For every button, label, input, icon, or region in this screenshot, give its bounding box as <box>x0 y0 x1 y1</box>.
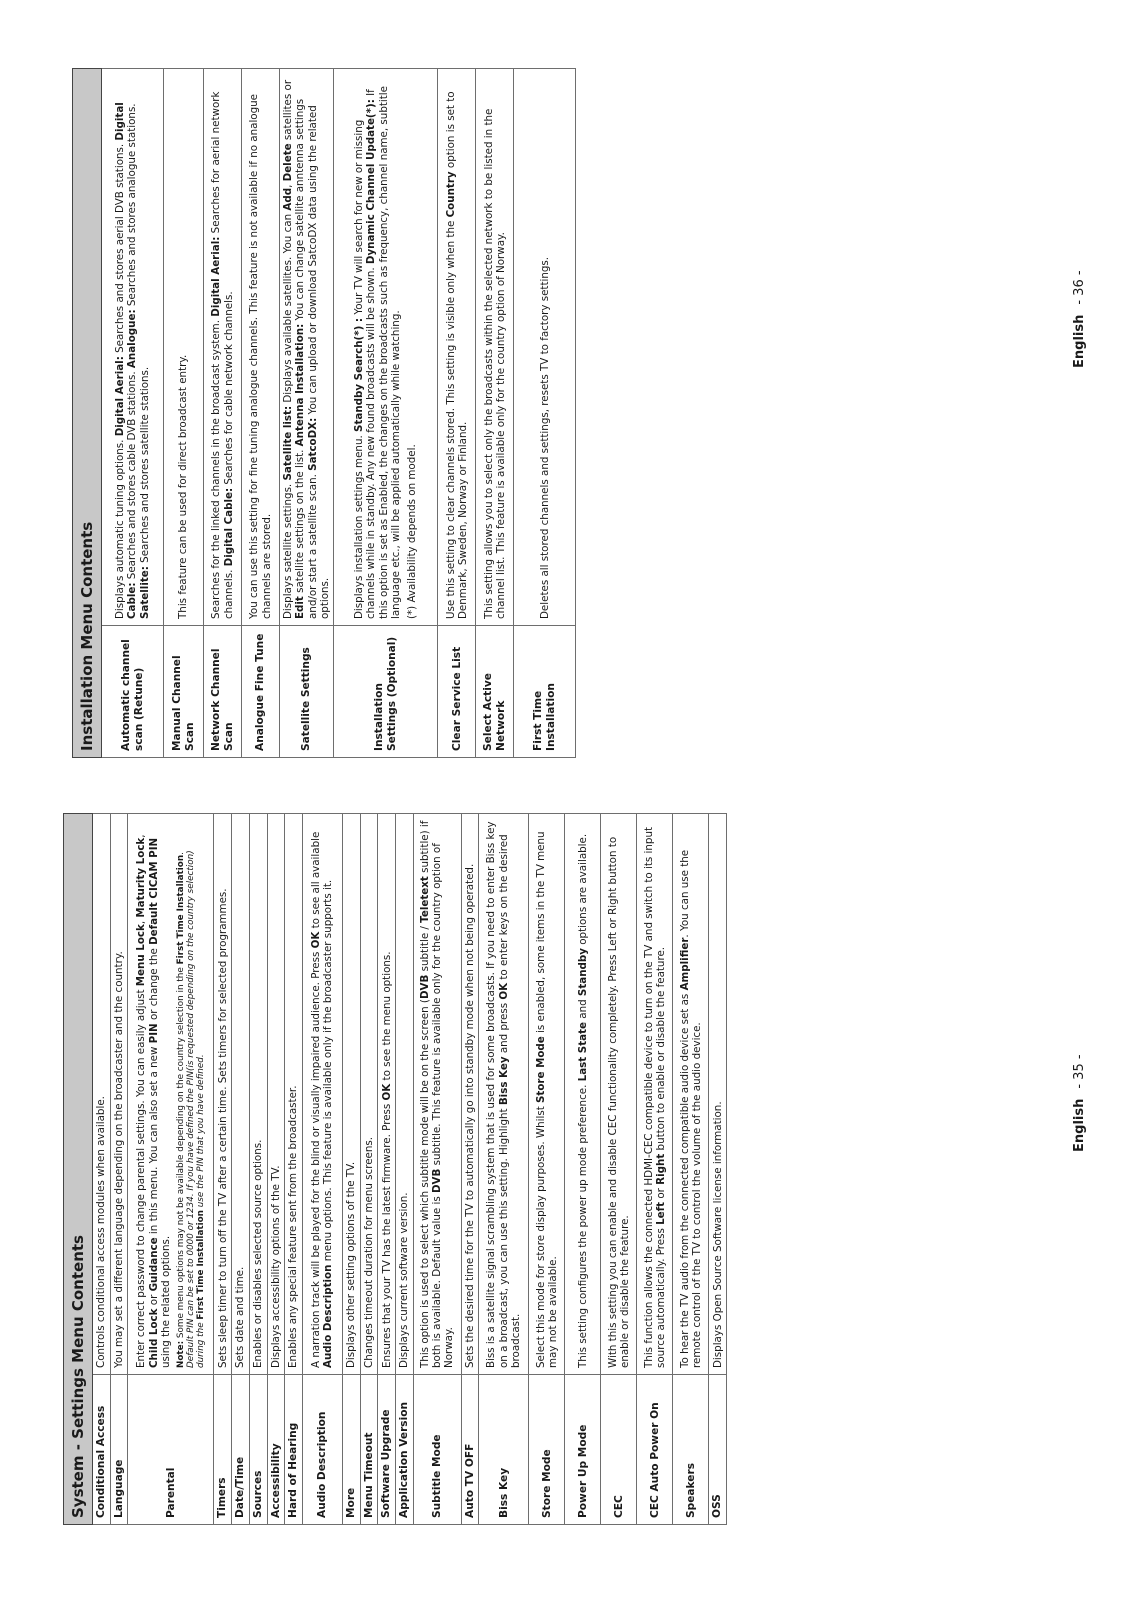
row-desc <box>637 814 673 1375</box>
table-row <box>204 69 242 758</box>
desc-text: , <box>135 834 148 838</box>
table-row <box>709 814 727 1525</box>
desc-text: menu options. This feature is available only if the broadcaster supports it. <box>322 879 335 1265</box>
desc-term: PIN <box>147 1023 160 1044</box>
row-desc: Changes timeout duration for menu screens. <box>360 814 378 1375</box>
desc-term: Menu Lock <box>135 924 148 987</box>
desc-term: Teletext <box>418 876 431 923</box>
row-desc: With this setting you can enable and disable CEC functionality completely. Press Left or Right button to enable or disable the feature. <box>601 814 637 1375</box>
desc-text: and <box>576 996 589 1023</box>
page-footer-left <box>1072 1054 1087 1152</box>
row-label: Biss Key <box>479 1375 529 1525</box>
note-text: Some menu options may not be available depending on the country selection in the <box>176 964 187 1341</box>
desc-term: Digital Cable: <box>113 102 139 619</box>
table-row <box>342 814 360 1525</box>
row-label: Network Channel Scan <box>204 626 242 758</box>
desc-text: Displays installation settings menu. <box>353 431 366 619</box>
desc-term: Delete <box>282 143 294 182</box>
footer-language: English <box>1072 1098 1087 1152</box>
table-row <box>232 814 250 1525</box>
desc-term: Country <box>444 171 457 218</box>
table-row <box>214 814 232 1525</box>
desc-text: Use this setting to clear channels stored. This setting is visible only when the <box>444 217 457 619</box>
table-row <box>128 814 214 1525</box>
desc-text: button to enable or disable the feature. <box>654 946 667 1154</box>
row-label: Installation Settings (Optional) <box>334 626 438 758</box>
desc-text: This function allows the connected HDMI-CEC compatible device to turn on the TV and switch to its input source automatically. Press <box>642 826 667 1368</box>
row-desc: You may set a different language depending on the broadcaster and the country. <box>110 814 128 1375</box>
desc-term: Standby <box>576 948 589 997</box>
row-desc: Enables or disables selected source options. <box>249 814 267 1375</box>
desc-text: subtitle / <box>418 922 431 975</box>
note-italic: Default PIN can be set to 0000 or 1234. If you have defined the PIN(is requested depending on the country selection) during the <box>186 850 207 1368</box>
desc-text: . You can use the remote control of the TV to control the volume of the audio device. <box>678 849 703 1368</box>
table-row <box>413 814 461 1525</box>
row-label: Parental <box>128 1375 214 1525</box>
table-row <box>302 814 342 1525</box>
table-row <box>249 814 267 1525</box>
system-settings-table <box>63 813 727 1525</box>
table-row <box>438 69 476 758</box>
desc-text: To hear the TV audio from the connected compatible audio device set as <box>678 990 691 1368</box>
desc-term: Biss Key <box>497 1056 510 1106</box>
row-desc <box>334 69 438 626</box>
row-label: CEC <box>601 1375 637 1525</box>
desc-text: subtitle. This feature is available only for the country option of Norway. <box>431 843 456 1368</box>
desc-term: Analogue: <box>126 309 139 369</box>
desc-text: Searches and stores analogue stations. <box>126 103 139 310</box>
table-row <box>565 814 601 1525</box>
table-row <box>637 814 673 1525</box>
desc-text: Biss is a satellite signal scrambling system that is used for some broadcasts. If you need to enter Biss key on a broadcast, you can use this setting. Highlight <box>485 821 510 1368</box>
row-label: Satellite Settings <box>280 626 334 758</box>
row-desc: Displays current software version. <box>396 814 414 1375</box>
desc-term: Satellite list: <box>282 405 294 481</box>
desc-term: DVB <box>418 974 431 1000</box>
table-row <box>476 69 514 758</box>
desc-term: Edit <box>294 596 307 619</box>
desc-term: OK <box>497 982 510 1000</box>
row-desc: You can use this setting for fine tuning analogue channels. This feature is not available if no analogue channels are stored. <box>242 69 280 626</box>
desc-term: Default CICAM PIN <box>147 837 160 945</box>
page-number: - 35 - <box>1072 1054 1087 1089</box>
table-row <box>110 814 128 1525</box>
row-desc <box>438 69 476 626</box>
row-label: Timers <box>214 1375 232 1525</box>
table-row <box>673 814 709 1525</box>
desc-term: SatcoDX: <box>306 417 319 471</box>
parental-note <box>176 820 206 1368</box>
installation-table-title: Installation Menu Contents <box>73 69 102 758</box>
table-row <box>164 69 204 758</box>
desc-term: OK <box>380 1083 393 1101</box>
row-label: Manual Channel Scan <box>164 626 204 758</box>
desc-term: Digital Aerial: <box>113 356 126 437</box>
desc-term: OK <box>310 931 323 949</box>
desc-term: Add <box>282 187 294 211</box>
desc-text: Select this mode for store display purposes. Whilst <box>534 1102 547 1368</box>
row-label: Accessibility <box>267 1375 285 1525</box>
row-desc: Displays other setting options of the TV. <box>342 814 360 1375</box>
row-desc <box>479 814 529 1375</box>
row-label: Auto TV OFF <box>461 1375 479 1525</box>
installation-table <box>72 68 576 758</box>
row-desc <box>413 814 461 1375</box>
row-label: Date/Time <box>232 1375 250 1525</box>
desc-text: in this menu. You can also set a new <box>147 1043 160 1238</box>
desc-text: , <box>135 917 148 925</box>
desc-text: This setting configures the power up mode preference. <box>576 1081 589 1368</box>
desc-text: using the related options. <box>159 1235 172 1368</box>
desc-text: Your TV will search for new or missing channels while in standby. Any new found broadcasts will be shown. <box>353 119 378 619</box>
footer-language: English <box>1072 314 1087 368</box>
availability-note: (*) Availability depends on model. <box>406 444 419 619</box>
row-label: Conditional Access <box>93 1375 111 1525</box>
desc-term: Child Lock <box>147 1308 160 1368</box>
page-number: - 36 - <box>1072 270 1087 305</box>
table-row <box>280 69 334 758</box>
desc-text: A narration track will be played for the blind or visually impaired audience. Press <box>310 948 323 1368</box>
row-label: Power Up Mode <box>565 1375 601 1525</box>
row-desc <box>565 814 601 1375</box>
table-row <box>242 69 280 758</box>
desc-term: Maturity Lock <box>135 837 148 918</box>
desc-text: Searches and stores aerial DVB stations. <box>113 140 126 357</box>
desc-text: Searches for the linked channels in the broadcast system. <box>210 316 223 619</box>
row-desc <box>378 814 396 1375</box>
system-table-title: System - Settings Menu Contents <box>64 814 93 1525</box>
desc-term: Satellite: <box>138 566 151 619</box>
desc-text: You can change satellite anntenna settings and/or start a satellite scan. <box>294 98 319 619</box>
desc-text: subtitle) if both is available. Default value is <box>418 820 444 1368</box>
row-desc <box>102 69 164 626</box>
row-desc: Displays accessibility options of the TV. <box>267 814 285 1375</box>
desc-text: satellites or <box>282 79 294 144</box>
desc-text: or <box>654 1184 667 1202</box>
note-text: . <box>176 852 187 855</box>
row-label: Audio Description <box>302 1375 342 1525</box>
table-row <box>529 814 565 1525</box>
row-desc <box>280 69 334 626</box>
row-label: CEC Auto Power On <box>637 1375 673 1525</box>
desc-text: If this option is set as Enabled, the changes on the broadcasts such as frequency, channel name, subtitle language etc., will be applied automatically while watching. <box>365 86 403 619</box>
desc-term: Dynamic Channel Update(*): <box>365 99 378 265</box>
row-label: Speakers <box>673 1375 709 1525</box>
desc-text: Enter correct password to change parental settings. You can easily adjust <box>135 986 148 1368</box>
row-label: Application Version <box>396 1375 414 1525</box>
desc-term: Antenna Installation: <box>294 323 307 447</box>
desc-text: Searches and stores cable DVB stations. <box>126 368 139 583</box>
row-desc <box>529 814 565 1375</box>
desc-text: is enabled, some items in the TV menu may not be available. <box>534 831 559 1368</box>
row-label: Software Upgrade <box>378 1375 396 1525</box>
row-desc <box>302 814 342 1375</box>
row-desc <box>673 814 709 1375</box>
table-row <box>601 814 637 1525</box>
desc-text: Searches and stores satellite stations. <box>138 366 151 567</box>
row-desc: Sets sleep timer to turn off the TV after a certain time. Sets timers for selected programmes. <box>214 814 232 1375</box>
row-label: OSS <box>709 1375 727 1525</box>
table-row <box>267 814 285 1525</box>
desc-term: Guidance <box>147 1237 160 1292</box>
desc-text: options are available. <box>576 833 589 949</box>
row-label: Store Mode <box>529 1375 565 1525</box>
desc-text: This option is used to select which subtitle mode will be on the screen ( <box>418 999 431 1368</box>
desc-text: to see all available <box>310 831 323 932</box>
desc-term: Standby Search(*) : <box>353 317 366 432</box>
desc-term: DVB <box>431 1168 444 1193</box>
table-row <box>285 814 303 1525</box>
desc-text: option is set to Denmark, Sweden, Norway or Finland. <box>444 91 469 619</box>
table-row <box>378 814 396 1525</box>
row-desc: This feature can be used for direct broadcast entry. <box>164 69 204 626</box>
desc-text: You can upload or download SatcoDX data using the related options. <box>306 105 332 619</box>
row-label: More <box>342 1375 360 1525</box>
table-row <box>334 69 438 758</box>
row-desc: Deletes all stored channels and settings, resets TV to factory settings. <box>514 69 576 626</box>
note-term: First Time Installation <box>196 1210 207 1320</box>
row-desc: Sets date and time. <box>232 814 250 1375</box>
desc-text: Displays available satellites. You can <box>282 210 294 406</box>
desc-text: Searches for cable network channels. <box>222 291 235 488</box>
desc-text: to see the menu options. <box>380 951 393 1084</box>
row-label: Sources <box>249 1375 267 1525</box>
row-desc: Displays Open Source Software license information. <box>709 814 727 1375</box>
desc-text: satellite settings on the list. <box>294 446 307 597</box>
row-desc: This setting allows you to select only the broadcasts within the selected network to be listed in the channel list. This feature is available only for the country option of Norway. <box>476 69 514 626</box>
row-label: First Time Installation <box>514 626 576 758</box>
desc-text: Searches for aerial network channels. <box>210 91 235 619</box>
desc-text: and press <box>497 999 510 1057</box>
desc-text: or change the <box>147 944 160 1024</box>
row-desc: Controls conditional access modules when available. <box>93 814 111 1375</box>
table-row <box>102 69 164 758</box>
table-row <box>396 814 414 1525</box>
row-label: Analogue Fine Tune <box>242 626 280 758</box>
desc-text: Ensures that your TV has the latest firmware. Press <box>380 1100 393 1368</box>
row-desc <box>128 814 214 1375</box>
note-term: First Time Installation <box>176 854 187 965</box>
desc-term: Last State <box>576 1022 589 1082</box>
desc-term: Store Mode <box>534 1036 547 1103</box>
desc-text: Displays satellite settings. <box>282 480 294 619</box>
note-label: Note: <box>176 1340 187 1368</box>
desc-text: to enter keys on the desired broadcast. <box>497 834 523 1368</box>
table-row <box>461 814 479 1525</box>
desc-term: Right <box>654 1153 667 1185</box>
row-label: Hard of Hearing <box>285 1375 303 1525</box>
row-desc: Sets the desired time for the TV to automatically go into standby mode when not being operated. <box>461 814 479 1375</box>
row-label: Menu Timeout <box>360 1375 378 1525</box>
desc-term: Digital Aerial: <box>210 236 223 317</box>
desc-term: Audio Description <box>322 1264 335 1368</box>
desc-text: Displays automatic tuning options. <box>113 436 126 619</box>
table-row <box>479 814 529 1525</box>
desc-text: or <box>147 1291 160 1309</box>
table-row <box>360 814 378 1525</box>
row-label: Clear Service List <box>438 626 476 758</box>
desc-term: Digital Cable: <box>222 487 235 567</box>
table-row <box>93 814 111 1525</box>
note-italic: use the PIN that you have defined. <box>196 1054 207 1211</box>
desc-term: Left <box>654 1201 667 1225</box>
table-row <box>514 69 576 758</box>
desc-text: , <box>282 181 294 188</box>
row-label: Automatic channel scan (Retune) <box>102 626 164 758</box>
row-desc: Enables any special feature sent from the broadcaster. <box>285 814 303 1375</box>
row-label: Language <box>110 1375 128 1525</box>
row-label: Select Active Network <box>476 626 514 758</box>
page-footer-right <box>1072 270 1087 368</box>
row-label: Subtitle Mode <box>413 1375 461 1525</box>
desc-term: Amplifier <box>678 937 691 991</box>
row-desc <box>204 69 242 626</box>
